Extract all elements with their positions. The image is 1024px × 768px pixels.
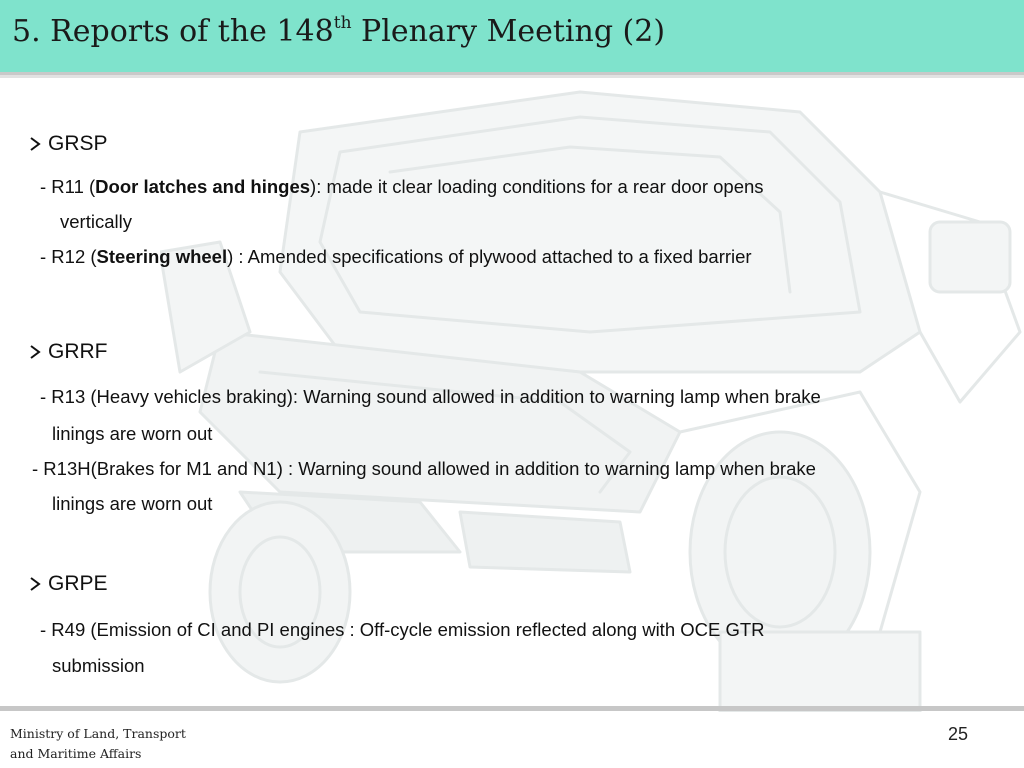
item-r13h-cont: linings are worn out	[52, 493, 213, 514]
item-r11-cont: vertically	[60, 211, 132, 232]
item-r13h: - R13H(Brakes for M1 and N1) : Warning sound allowed in addition to warning lamp when brake	[32, 458, 816, 479]
item-r12: - R12 (Steering wheel) : Amended specifications of plywood attached to a fixed barrier	[40, 246, 752, 267]
page-number: 25	[947, 724, 968, 744]
footer-organization	[10, 724, 186, 764]
heading-grsp: GRSP	[28, 132, 108, 156]
r12-title: Steering wheel	[96, 246, 228, 267]
title-superscript: th	[333, 13, 352, 33]
arrow-bullet-icon	[28, 345, 42, 359]
item-r13: - R13 (Heavy vehicles braking): Warning sound allowed in addition to warning lamp when brake	[40, 386, 821, 407]
item-r49: - R49 (Emission of CI and PI engines : Off-cycle emission reflected along with OCE GTR	[40, 619, 765, 640]
arrow-bullet-icon	[28, 137, 42, 151]
heading-grpe: GRPE	[28, 572, 108, 596]
heading-grrf: GRRF	[28, 340, 108, 364]
footer-divider	[0, 706, 1024, 711]
footer-org-line1: Ministry of Land, Transport	[10, 726, 186, 741]
item-r13-cont: linings are worn out	[52, 423, 213, 444]
item-r49-cont: submission	[52, 655, 145, 676]
arrow-bullet-icon	[28, 577, 42, 591]
slide-title: 5. Reports of the 148th Plenary Meeting (2)	[12, 13, 666, 49]
footer-org-line2: and Maritime Affairs	[10, 746, 142, 761]
r11-title: Door latches and hinges	[95, 176, 311, 197]
item-r11: - R11 (Door latches and hinges): made it clear loading conditions for a rear door opens	[40, 176, 764, 197]
